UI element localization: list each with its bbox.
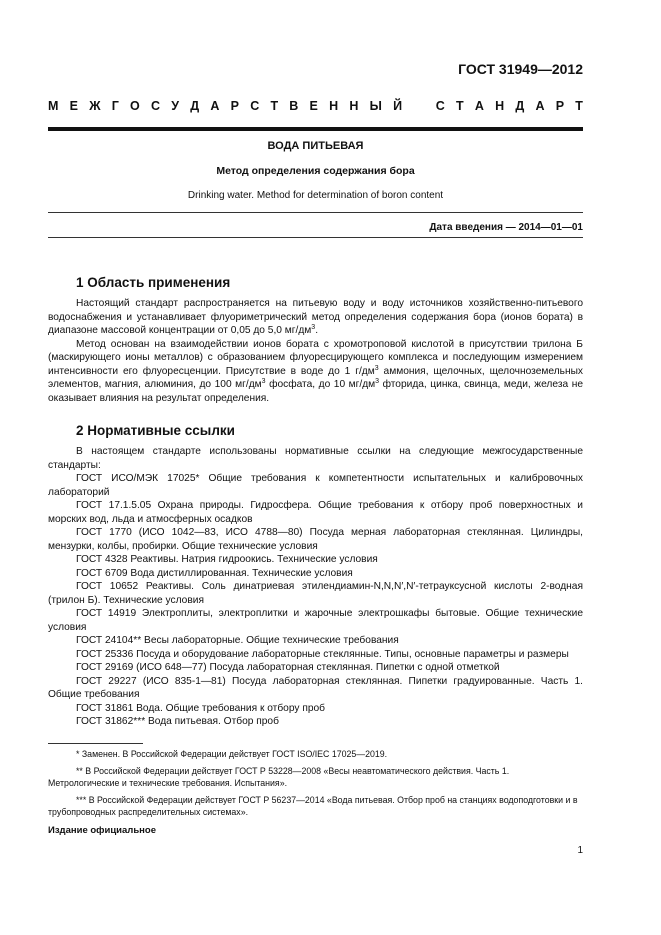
references-intro: В настоящем стандарте использованы нормативные ссылки на следующие межгосударственные стандарты: <box>48 446 583 471</box>
standard-type-heading <box>48 99 583 113</box>
document-subtitle: Метод определения содержания бора <box>216 165 415 177</box>
footnotes <box>48 748 583 823</box>
page-number: 1 <box>577 845 583 856</box>
heading-letter: А <box>474 99 484 113</box>
heading-letter: С <box>151 99 161 113</box>
reference-item: ГОСТ 31861 Вода. Общие требования к отбору проб <box>76 702 325 714</box>
heading-letter: А <box>210 99 220 113</box>
heading-letter: В <box>289 99 299 113</box>
heading-letter: У <box>171 99 180 113</box>
heading-letter: Т <box>575 99 583 113</box>
reference-item: ГОСТ ИСО/МЭК 17025* Общие требования к компетентности испытательных и калибровочных лабораторий <box>48 473 583 498</box>
heading-letter: А <box>535 99 545 113</box>
section-2-heading: 2 Нормативные ссылки <box>76 423 235 438</box>
heading-letter: Д <box>190 99 200 113</box>
reference-item: ГОСТ 25336 Посуда и оборудование лабораторные стеклянные. Типы, основные параметры и размеры <box>76 648 569 660</box>
heading-letter: Р <box>230 99 239 113</box>
reference-item: ГОСТ 29227 (ИСО 835-1—81) Посуда лабораторная стеклянная. Пипетки градуированные. Часть 1. Общие требования <box>48 675 583 700</box>
reference-item: ГОСТ 14919 Электроплиты, электроплитки и жарочные электрошкафы бытовые. Общие технические условия <box>48 608 583 633</box>
section-1-body <box>48 297 583 405</box>
section-2-body <box>48 445 583 729</box>
footnote: *** В Российской Федерации действует ГОСТ Р 56237—2014 «Вода питьевая. Отбор проб на станциях водоподготовки и в трубопроводных распределительных системах». <box>48 795 578 817</box>
reference-item: ГОСТ 1770 (ИСО 1042—83, ИСО 4788—80) Посуда мерная лабораторная стеклянная. Цилиндры, мензурки, колбы, пробирки. Общие технические условия <box>48 527 583 552</box>
section-1-heading: 1 Область применения <box>76 275 231 290</box>
heading-letter: Н <box>495 99 505 113</box>
reference-item: ГОСТ 17.1.5.05 Охрана природы. Гидросфера. Общие требования к отбору проб поверхностных и морских вод, льда и атмосферных осадков <box>48 500 583 525</box>
heading-letter: С <box>250 99 260 113</box>
footnote-rule <box>48 743 143 744</box>
heading-letter: Н <box>349 99 359 113</box>
heading-letter: Т <box>455 99 464 113</box>
header-rule <box>48 127 583 131</box>
heading-letter: Е <box>309 99 318 113</box>
heading-letter: О <box>130 99 140 113</box>
heading-letter: Й <box>393 99 403 113</box>
gost-number: ГОСТ 31949—2012 <box>458 61 583 77</box>
heading-letter: Г <box>111 99 119 113</box>
heading-letter: М <box>48 99 59 113</box>
official-edition-label: Издание официальное <box>48 825 156 836</box>
method-paragraph: Метод основан на взаимодействии ионов бората с хромотроповой кислотой в присутствии трилона Б (маскирующего ионы металлов) с образованием флуоресцирующего комплекса и последующим измерением интенсивности его флуоресценции. Присутствие в воде до 1 $г/дм^3$ аммония, щелочных, щелочноземельных элементов, магния, алюминия, до 100 $мг/дм^3$ фосфата, до 10 $мг/дм^3$ фторида, цинка, свинца, меди, железа не оказывает влияния на результат определения. <box>48 338 584 404</box>
heading-letter: Т <box>270 99 279 113</box>
reference-item: ГОСТ 24104** Весы лабораторные. Общие технические требования <box>76 635 399 646</box>
document-title: ВОДА ПИТЬЕВАЯ <box>267 140 364 152</box>
english-title: Drinking water. Method for determination of boron content <box>187 190 444 201</box>
heading-letter: Р <box>555 99 565 113</box>
heading-letter: С <box>435 99 445 113</box>
reference-item: ГОСТ 31862*** Вода питьевая. Отбор проб <box>76 716 279 727</box>
reference-item: ГОСТ 6709 Вода дистиллированная. Технические условия <box>76 567 353 579</box>
footnote: ** В Российской Федерации действует ГОСТ Р 53228—2008 «Весы неавтоматического действия. Часть 1. Метрологические и технические требования. Испытания». <box>48 766 510 788</box>
reference-item: ГОСТ 10652 Реактивы. Соль динатриевая этилендиамин-N,N,N′,N′-тетрауксусной кислоты 2-водная (трилон Б). Технические условия <box>48 581 583 606</box>
scope-paragraph: Настоящий стандарт распространяется на питьевую воду и воду источников хозяйственно-питьевого водоснабжения и устанавливает флуориметрический метод определения содержания бора (ионов бората) в диапазоне массовой концентрации от 0,05 до 5,0 $мг/дм^3$. <box>48 298 583 336</box>
reference-item: ГОСТ 4328 Реактивы. Натрия гидроокись. Технические условия <box>76 554 378 565</box>
reference-item: ГОСТ 29169 (ИСО 648—77) Посуда лабораторная стеклянная. Пипетки с одной отметкой <box>76 662 500 673</box>
heading-letter: Ж <box>89 99 101 113</box>
heading-letter: Е <box>69 99 78 113</box>
footnote: * Заменен. В Российской Федерации действует ГОСТ ISO/IEC 17025—2019. <box>76 749 388 759</box>
title-rule <box>48 212 583 213</box>
heading-letter: Ы <box>369 99 382 113</box>
heading-letter: Д <box>515 99 525 113</box>
intro-date: Дата введения — 2014—01—01 <box>429 222 583 233</box>
heading-letter: Н <box>329 99 339 113</box>
date-rule <box>48 237 583 238</box>
